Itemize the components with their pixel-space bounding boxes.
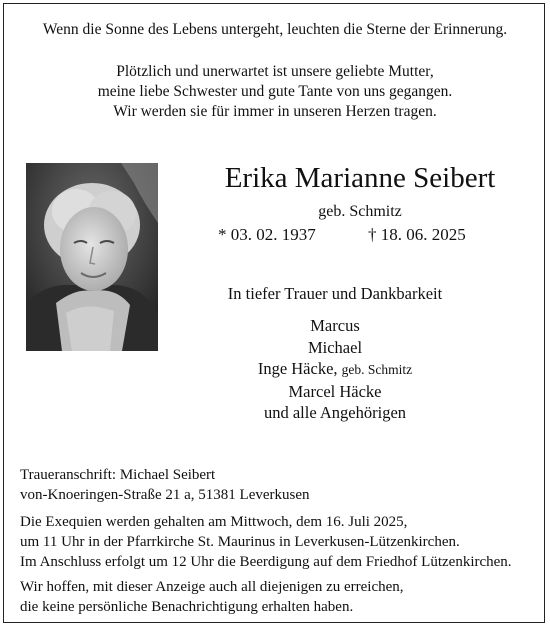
deceased-name: Erika Marianne Seibert: [224, 162, 496, 194]
intro-line: meine liebe Schwester und gute Tante von uns gegangen.: [97, 83, 453, 100]
mourning-address: [20, 465, 540, 505]
closing-line: Wir hoffen, mit dieser Anzeige auch all diejenigen zu erreichen,: [20, 579, 404, 595]
family-member-name: Inge Häcke,: [257, 359, 338, 378]
intro-line: Wir werden sie für immer in unseren Herzen tragen.: [113, 103, 437, 120]
service-line: Die Exequien werden gehalten am Mittwoch, dem 16. Juli 2025,: [20, 514, 408, 530]
family-member: Marcel Häcke: [288, 381, 382, 401]
family-member: [170, 358, 500, 381]
family-list: [170, 315, 500, 424]
intro-line: Plötzlich und unerwartet ist unsere geliebte Mutter,: [116, 63, 434, 80]
funeral-service-info: [20, 512, 545, 572]
portrait-image: [26, 163, 158, 351]
family-member: Marcus: [310, 316, 360, 335]
mourning-line: In tiefer Trauer und Dankbarkeit: [227, 284, 443, 303]
address-line: Traueranschrift: Michael Seibert: [20, 467, 216, 483]
closing-line: die keine persönliche Benachrichtigung erhalten haben.: [20, 599, 354, 615]
service-line: um 11 Uhr in der Pfarrkirche St. Maurinus in Leverkusen-Lützenkirchen.: [20, 534, 460, 550]
maiden-name: geb. Schmitz: [318, 203, 402, 220]
death-date: † 18. 06. 2025: [368, 225, 466, 244]
portrait-photo: [26, 163, 158, 351]
closing-note: [20, 577, 540, 617]
family-member-maiden-name: geb. Schmitz: [341, 362, 413, 377]
family-others: und alle Angehörigen: [263, 403, 407, 422]
service-line: Im Anschluss erfolgt um 12 Uhr die Beerdigung auf dem Friedhof Lützenkirchen.: [20, 554, 512, 570]
birth-date: * 03. 02. 1937: [218, 225, 316, 244]
intro-text: [0, 62, 550, 122]
family-member: Michael: [307, 337, 363, 357]
memorial-quote: Wenn die Sonne des Lebens untergeht, leuchten die Sterne der Erinnerung.: [42, 21, 508, 38]
address-line: von-Knoeringen-Straße 21 a, 51381 Leverkusen: [20, 487, 310, 503]
